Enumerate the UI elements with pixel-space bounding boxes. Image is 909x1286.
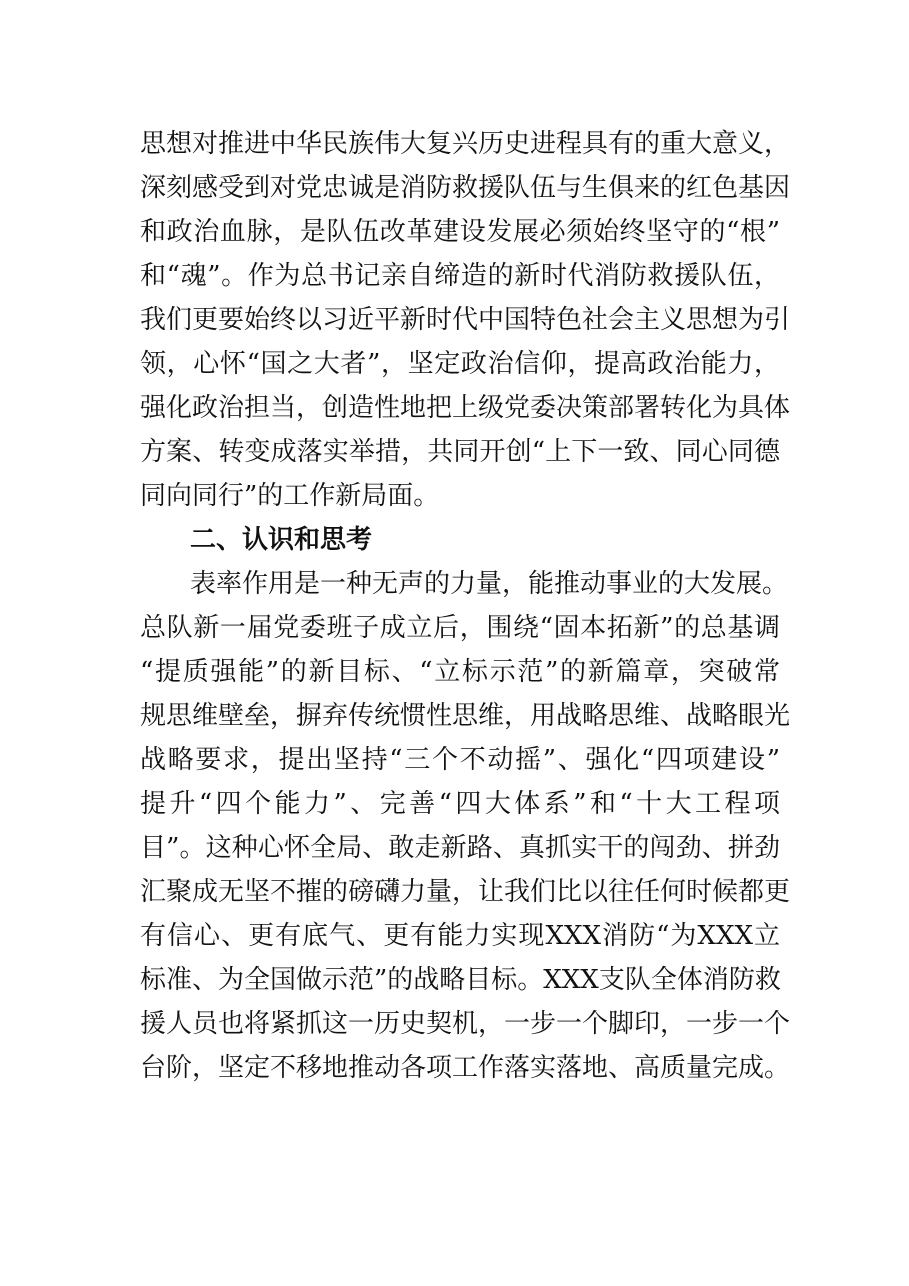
- paragraph-1-line: 我们更要始终以习近平新时代中国特色社会主义思想为引: [140, 305, 791, 335]
- paragraph-2-line: 台阶，坚定不移地推动各项工作落实落地、高质量完成。: [140, 1053, 791, 1083]
- paragraph-2-line: 目”。这种心怀全局、敢走新路、真抓实干的闯劲、拼劲: [140, 833, 780, 863]
- paragraph-1-line: 强化政治担当，创造性地把上级党委决策部署转化为具体: [140, 393, 791, 423]
- section-heading: 二、认识和思考: [190, 525, 373, 555]
- paragraph-1-line: 同向同行”的工作新局面。: [140, 481, 440, 511]
- paragraph-2-line: 有信心、更有底气、更有能力实现XXX消防“为XXX立: [140, 921, 780, 951]
- paragraph-2-line: 规思维壁垒，摒弃传统惯性思维，用战略思维、战略眼光: [140, 701, 791, 731]
- paragraph-2-line: “提质强能”的新目标、“立标示范”的新篇章，突破常: [140, 657, 780, 687]
- paragraph-2-line: 援人员也将紧抓这一历史契机，一步一个脚印，一步一个: [140, 1009, 791, 1039]
- paragraph-1-line: 领，心怀“国之大者”，坚定政治信仰，提高政治能力，: [140, 349, 780, 379]
- paragraph-1-line: 和政治血脉，是队伍改革建设发展必须始终坚守的“根”: [140, 217, 780, 247]
- paragraph-2-line: 总队新一届党委班子成立后，围绕“固本拓新”的总基调: [140, 613, 780, 643]
- paragraph-1-line: 思想对推进中华民族伟大复兴历史进程具有的重大意义，: [140, 129, 791, 159]
- paragraph-2-line: 提升“四个能力”、完善“四大体系”和“十大工程项: [140, 789, 780, 819]
- paragraph-1-line: 和“魂”。作为总书记亲自缔造的新时代消防救援队伍，: [140, 261, 780, 291]
- paragraph-2-line: 汇聚成无坚不摧的磅礴力量，让我们比以往任何时候都更: [140, 877, 791, 907]
- paragraph-1-line: 深刻感受到对党忠诚是消防救援队伍与生俱来的红色基因: [140, 173, 791, 203]
- paragraph-2-line: 标准、为全国做示范”的战略目标。XXX支队全体消防救: [140, 965, 781, 995]
- paragraph-1-line: 方案、转变成落实举措，共同开创“上下一致、同心同德: [140, 437, 780, 467]
- paragraph-2-line: 表率作用是一种无声的力量，能推动事业的大发展。: [190, 569, 789, 599]
- paragraph-2-line: 战略要求，提出坚持“三个不动摇”、强化“四项建设”: [140, 745, 780, 775]
